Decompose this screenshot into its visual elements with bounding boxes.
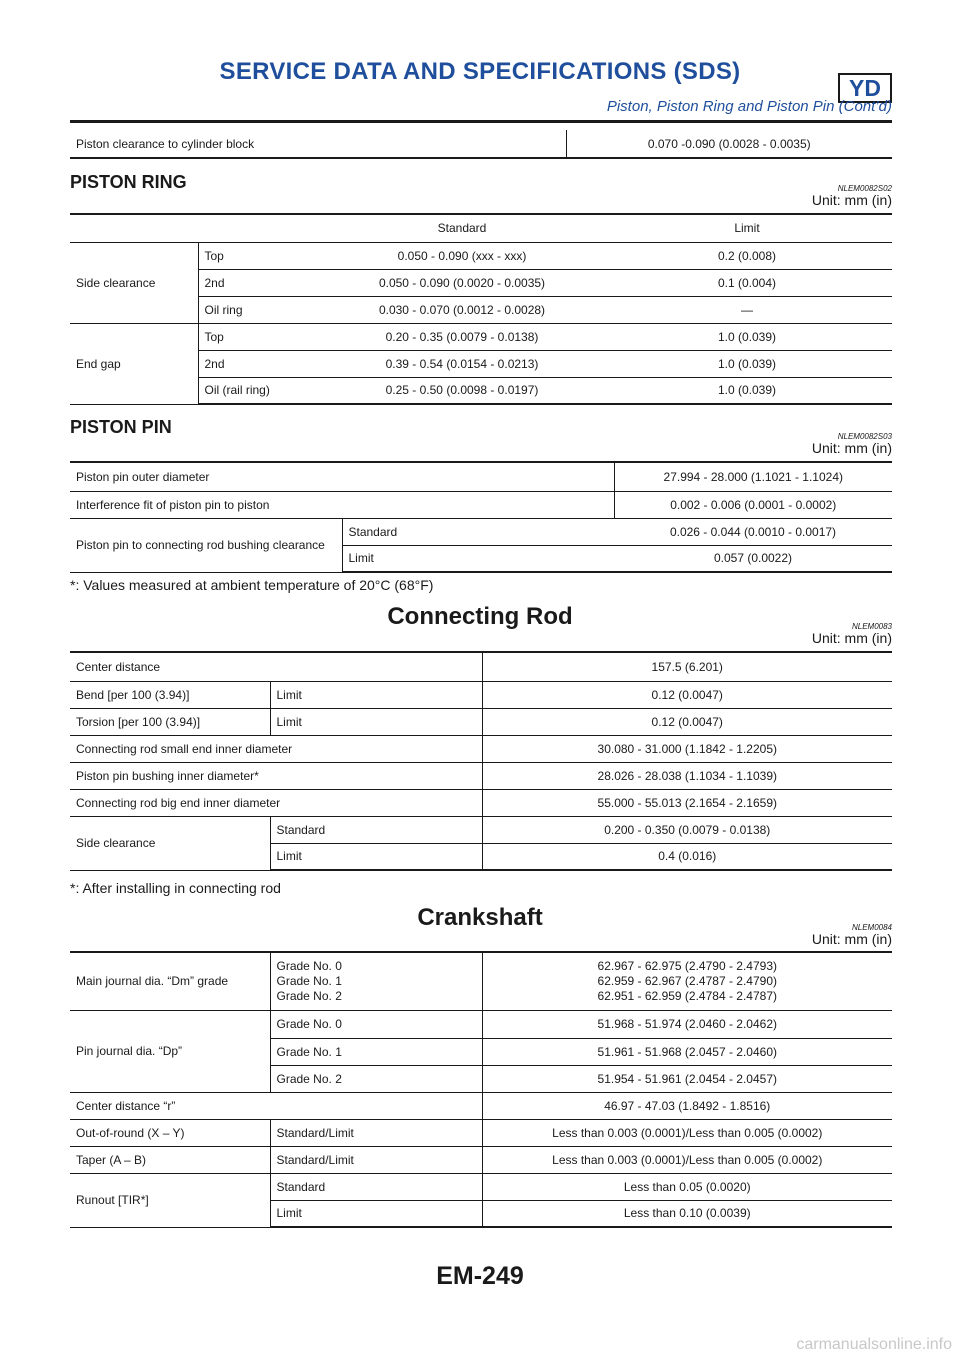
runout-label: Runout [TIR*]	[70, 1173, 270, 1227]
pin-bushing-standard-value: 0.026 - 0.044 (0.0010 - 0.0017)	[614, 518, 892, 545]
grade-label: Grade No. 0	[270, 1010, 482, 1038]
rod-center-value: 157.5 (6.201)	[482, 652, 892, 681]
ring-name: Oil (rail ring)	[198, 377, 322, 404]
runout-standard-label: Standard	[270, 1173, 482, 1200]
runout-standard-value: Less than 0.05 (0.0020)	[482, 1173, 892, 1200]
crankshaft-title: Crankshaft	[417, 904, 543, 931]
page-number: EM-249	[436, 1262, 524, 1290]
runout-limit-value: Less than 0.10 (0.0039)	[482, 1200, 892, 1227]
rod-torsion-value: 0.12 (0.0047)	[482, 708, 892, 735]
rod-torsion-label: Torsion [per 100 (3.94)]	[70, 708, 270, 735]
rod-small-end-value: 30.080 - 31.000 (1.1842 - 1.2205)	[482, 735, 892, 762]
table-row	[70, 130, 892, 158]
rod-bend-value: 0.12 (0.0047)	[482, 681, 892, 708]
grade-label: Grade No. 2	[276, 988, 342, 1003]
pin-journal-label: Pin journal dia. “Dp”	[70, 1010, 270, 1092]
crank-center-value: 46.97 - 47.03 (1.8492 - 1.8516)	[482, 1092, 892, 1119]
rod-side-limit-label: Limit	[270, 843, 482, 870]
main-journal-grades	[270, 952, 482, 1010]
connecting-rod-note: *: After installing in connecting rod	[70, 880, 281, 896]
connecting-rod-code: NLEM0083	[851, 622, 892, 631]
grade-value: 51.961 - 51.968 (2.0457 - 2.0460)	[482, 1038, 892, 1065]
rod-side-standard-value: 0.200 - 0.350 (0.0079 - 0.0138)	[482, 816, 892, 843]
crank-center-label: Center distance “r”	[70, 1092, 482, 1119]
taper-sub: Standard/Limit	[270, 1146, 482, 1173]
table-row	[70, 681, 892, 708]
table-row	[70, 1173, 892, 1200]
table-row	[70, 762, 892, 789]
ring-name: 2nd	[198, 350, 322, 377]
ring-standard: 0.25 - 0.50 (0.0098 - 0.0197)	[322, 377, 602, 404]
main-journal-values	[482, 952, 892, 1010]
rod-big-end-label: Connecting rod big end inner diameter	[70, 789, 482, 816]
piston-pin-note: *: Values measured at ambient temperature of 20°C (68°F)	[70, 577, 434, 593]
table-row	[70, 652, 892, 681]
ring-limit: —	[602, 296, 892, 323]
ring-limit: 1.0 (0.039)	[602, 323, 892, 350]
piston-clearance-table	[70, 130, 892, 159]
pin-bushing-limit-label: Limit	[342, 545, 614, 572]
page-title: SERVICE DATA AND SPECIFICATIONS (SDS)	[219, 58, 741, 85]
header-rule	[70, 120, 892, 123]
out-of-round-value: Less than 0.003 (0.0001)/Less than 0.005 (0.0002)	[482, 1119, 892, 1146]
table-row	[70, 708, 892, 735]
ring-name: Top	[198, 242, 322, 269]
grade-value: 51.954 - 51.961 (2.0454 - 2.0457)	[482, 1065, 892, 1092]
rod-bend-sub: Limit	[270, 681, 482, 708]
grade-label: Grade No. 0	[276, 958, 342, 973]
rod-center-label: Center distance	[70, 652, 482, 681]
ring-standard: 0.050 - 0.090 (xxx - xxx)	[322, 242, 602, 269]
ring-standard: 0.39 - 0.54 (0.0154 - 0.0213)	[322, 350, 602, 377]
crankshaft-table	[70, 951, 892, 1228]
connecting-rod-title: Connecting Rod	[387, 603, 573, 630]
piston-ring-table	[70, 213, 892, 405]
connecting-rod-table	[70, 651, 892, 871]
table-row	[70, 789, 892, 816]
grade-label: Grade No. 1	[276, 973, 342, 988]
rod-torsion-sub: Limit	[270, 708, 482, 735]
piston-ring-code: NLEM0082S02	[837, 184, 892, 193]
page-subtitle: Piston, Piston Ring and Piston Pin (Cont’d)	[606, 98, 892, 115]
table-row	[70, 1146, 892, 1173]
table-row	[70, 952, 892, 1010]
piston-pin-unit: Unit: mm (in)	[811, 440, 892, 456]
ring-limit: 1.0 (0.039)	[602, 350, 892, 377]
pin-bushing-standard-label: Standard	[342, 518, 614, 545]
rod-side-limit-value: 0.4 (0.016)	[482, 843, 892, 870]
ring-limit: 0.1 (0.004)	[602, 269, 892, 296]
col-standard: Standard	[322, 214, 602, 242]
pin-outer-label: Piston pin outer diameter	[70, 462, 614, 491]
grade-value: 62.951 - 62.959 (2.4784 - 2.4787)	[597, 988, 777, 1003]
crankshaft-code: NLEM0084	[851, 923, 892, 932]
piston-ring-title: PISTON RING	[70, 172, 187, 192]
ring-standard: 0.030 - 0.070 (0.0012 - 0.0028)	[322, 296, 602, 323]
table-row	[70, 462, 892, 491]
rod-bushing-label: Piston pin bushing inner diameter*	[70, 762, 482, 789]
ring-limit: 1.0 (0.039)	[602, 377, 892, 404]
table-row	[70, 816, 892, 843]
taper-label: Taper (A – B)	[70, 1146, 270, 1173]
grade-label: Grade No. 1	[270, 1038, 482, 1065]
ring-standard: 0.20 - 0.35 (0.0079 - 0.0138)	[322, 323, 602, 350]
table-row	[70, 242, 892, 269]
table-row	[70, 323, 892, 350]
taper-value: Less than 0.003 (0.0001)/Less than 0.005 (0.0002)	[482, 1146, 892, 1173]
piston-pin-code: NLEM0082S03	[837, 432, 892, 441]
end-gap-label: End gap	[70, 323, 198, 404]
table-row	[70, 1119, 892, 1146]
table-row	[70, 1092, 892, 1119]
pin-interference-value: 0.002 - 0.006 (0.0001 - 0.0002)	[614, 491, 892, 518]
rod-side-standard-label: Standard	[270, 816, 482, 843]
table-row	[70, 1010, 892, 1038]
grade-value: 62.959 - 62.967 (2.4787 - 2.4790)	[597, 973, 777, 988]
grade-label: Grade No. 2	[270, 1065, 482, 1092]
ring-limit: 0.2 (0.008)	[602, 242, 892, 269]
grade-value: 51.968 - 51.974 (2.0460 - 2.0462)	[482, 1010, 892, 1038]
engine-badge: YD	[838, 73, 892, 103]
rod-side-clearance-label: Side clearance	[70, 816, 270, 870]
ring-standard: 0.050 - 0.090 (0.0020 - 0.0035)	[322, 269, 602, 296]
pin-outer-value: 27.994 - 28.000 (1.1021 - 1.1024)	[614, 462, 892, 491]
main-journal-label: Main journal dia. “Dm” grade	[70, 952, 270, 1010]
ring-name: Oil ring	[198, 296, 322, 323]
pin-bushing-limit-value: 0.057 (0.0022)	[614, 545, 892, 572]
table-header-row	[70, 214, 892, 242]
ring-name: Top	[198, 323, 322, 350]
grade-value: 62.967 - 62.975 (2.4790 - 2.4793)	[597, 958, 777, 973]
piston-pin-title: PISTON PIN	[70, 417, 172, 437]
piston-ring-unit: Unit: mm (in)	[811, 192, 892, 208]
pin-bushing-label: Piston pin to connecting rod bushing clearance	[70, 518, 342, 572]
runout-limit-label: Limit	[270, 1200, 482, 1227]
rod-bushing-value: 28.026 - 28.038 (1.1034 - 1.1039)	[482, 762, 892, 789]
piston-pin-table	[70, 461, 892, 573]
rod-small-end-label: Connecting rod small end inner diameter	[70, 735, 482, 762]
table-row	[70, 518, 892, 545]
table-row	[70, 735, 892, 762]
pin-interference-label: Interference fit of piston pin to piston	[70, 491, 614, 518]
crankshaft-unit: Unit: mm (in)	[811, 931, 892, 947]
out-of-round-label: Out-of-round (X – Y)	[70, 1119, 270, 1146]
ring-name: 2nd	[198, 269, 322, 296]
side-clearance-label: Side clearance	[70, 242, 198, 323]
rod-big-end-value: 55.000 - 55.013 (2.1654 - 2.1659)	[482, 789, 892, 816]
piston-clearance-value: 0.070 -0.090 (0.0028 - 0.0035)	[566, 130, 892, 158]
rod-bend-label: Bend [per 100 (3.94)]	[70, 681, 270, 708]
out-of-round-sub: Standard/Limit	[270, 1119, 482, 1146]
table-row	[70, 491, 892, 518]
connecting-rod-unit: Unit: mm (in)	[811, 630, 892, 646]
watermark: carmanualsonline.info	[796, 1336, 952, 1353]
piston-clearance-label: Piston clearance to cylinder block	[70, 130, 566, 158]
col-limit: Limit	[602, 214, 892, 242]
